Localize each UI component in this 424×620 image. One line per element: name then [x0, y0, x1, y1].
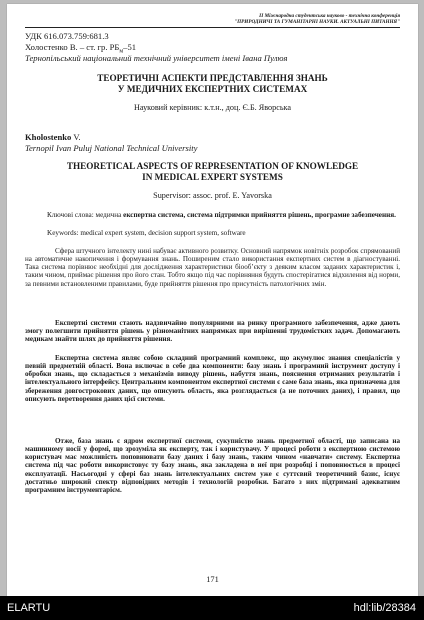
paragraph-3: Експертна система являє собою складний програмний комплекс, що акумулює знання спеціалістів у певній предметній області. Вона включає в себе два компоненти: базу знань і програмний інструмент доступу і обробки знань, що складається з механізмів виводу рішень, набуття знань, пояснення отриманих результатів і інтелектуального інтерфейсу. Центральним компонентом експертної системи є саме база знань, яка призначена для збереження довгострокових даних, що описують область, яка розглядається (а не поточних даних), і правил, що описують перетворення даних цієї системи. [25, 354, 400, 403]
supervisor-en: Supervisor: assoc. prof. E. Yavorska [153, 191, 272, 200]
paragraph-1: Сфера штучного інтелекту нині набуває активного розвитку. Основний напрямок новітніх розробок спрямований на автоматичне накопичення і формування знань. Поширеним стало використання експертних систем в діагностуванні. Така система порівнює необхідні для дослідження характеристики біооб’єкту з деяким класом заданих характеристик і, таким чином, приймає рішення про його стан. Тобто якщо під час порівняння будуть спостерігатися відхилення від норми, за певними встановленими правилами, буде прийняття рішення про присутність патологічних змін. [25, 247, 400, 288]
university-ua: Тернопільський національний технічний університет імені Івана Пулюя [25, 53, 288, 63]
conference-line-2: "ПРИРОДНИЧІ ТА ГУМАНІТАРНІ НАУКИ. АКТУАЛЬНІ ПИТАННЯ" [234, 19, 400, 26]
author-ua-group: –51 [123, 42, 137, 52]
title-ua-line-2: У МЕДИЧНИХ ЕКСПЕРТНИХ СИСТЕМАХ [117, 83, 308, 94]
author-ua-sub: м [119, 48, 124, 55]
supervisor-ua: Науковий керівник: к.т.н., доц. Є.Б. Яворська [133, 103, 292, 112]
conference-header [234, 13, 400, 25]
document-page [7, 4, 418, 596]
paragraph-2: Експертні системи стають надзвичайно популярними на ринку програмного забезпечення, адже дають змогу полегшити прийняття рішень у різноманітних напрямках при вирішенні трудомістких задач. Допомагають медикам знайти шлях до прийняття рішення. [25, 319, 400, 344]
title-en-line-2: IN MEDICAL EXPERT SYSTEMS [142, 171, 283, 182]
keywords-ua-prefix: Ключові слова: медична [47, 211, 124, 219]
keywords-en: Keywords: medical expert system, decision support system, software [47, 229, 246, 237]
conference-line-1: ІІ Міжнародна студентська науково - технічна конференція [259, 13, 400, 19]
author-en-name: Kholostenko [25, 132, 72, 142]
repository-name: ELARTU [7, 602, 51, 614]
keywords-ua [25, 211, 400, 220]
title-ua [25, 73, 400, 94]
paragraph-4: Отже, база знань є ядром експертної системи, сукупністю знань предметної області, що записана на машинному носії у формі, що зрозуміла як експерту, так і користувачу. У процесі роботи з експертною системою користувач має можливість поповнювати базу даних і базу знань, таким чином «навчати» систему. Експертна система під час роботи використовує ту базу знань, яка закладена в неї при розробці і поповнюється в процесі експлуатації. Насьогодні у сфері баз знань інтелектуальних систем уже є суттєвий теоретичний базис, існує достатньо широкий спектр відповідних методів і технологій розробки. Багато з них підтримані адекватним програмним інструментарієм. [25, 437, 400, 494]
title-en [25, 161, 400, 182]
title-en-line-1: THEORETICAL ASPECTS OF REPRESENTATION OF KNOWLEDGE [66, 161, 359, 171]
author-en [25, 132, 81, 142]
page-number: 171 [206, 575, 219, 584]
handle-id: hdl:lib/28384 [353, 602, 416, 614]
title-ua-line-1: ТЕОРЕТИЧНІ АСПЕКТИ ПРЕДСТАВЛЕННЯ ЗНАНЬ [97, 73, 328, 83]
keywords-ua-terms: експертна система, система підтримки прийняття рішень, програмне забезпечення. [123, 211, 396, 219]
university-en: Ternopil Ivan Puluj National Technical University [25, 143, 198, 153]
author-ua-name: Холостенко В. – ст. гр. РБ [25, 42, 120, 52]
repository-footer-bar [0, 596, 424, 620]
header-rule [25, 27, 400, 28]
author-en-initial: V. [71, 132, 81, 142]
udk-code: УДК 616.073.759:681.3 [25, 31, 109, 41]
